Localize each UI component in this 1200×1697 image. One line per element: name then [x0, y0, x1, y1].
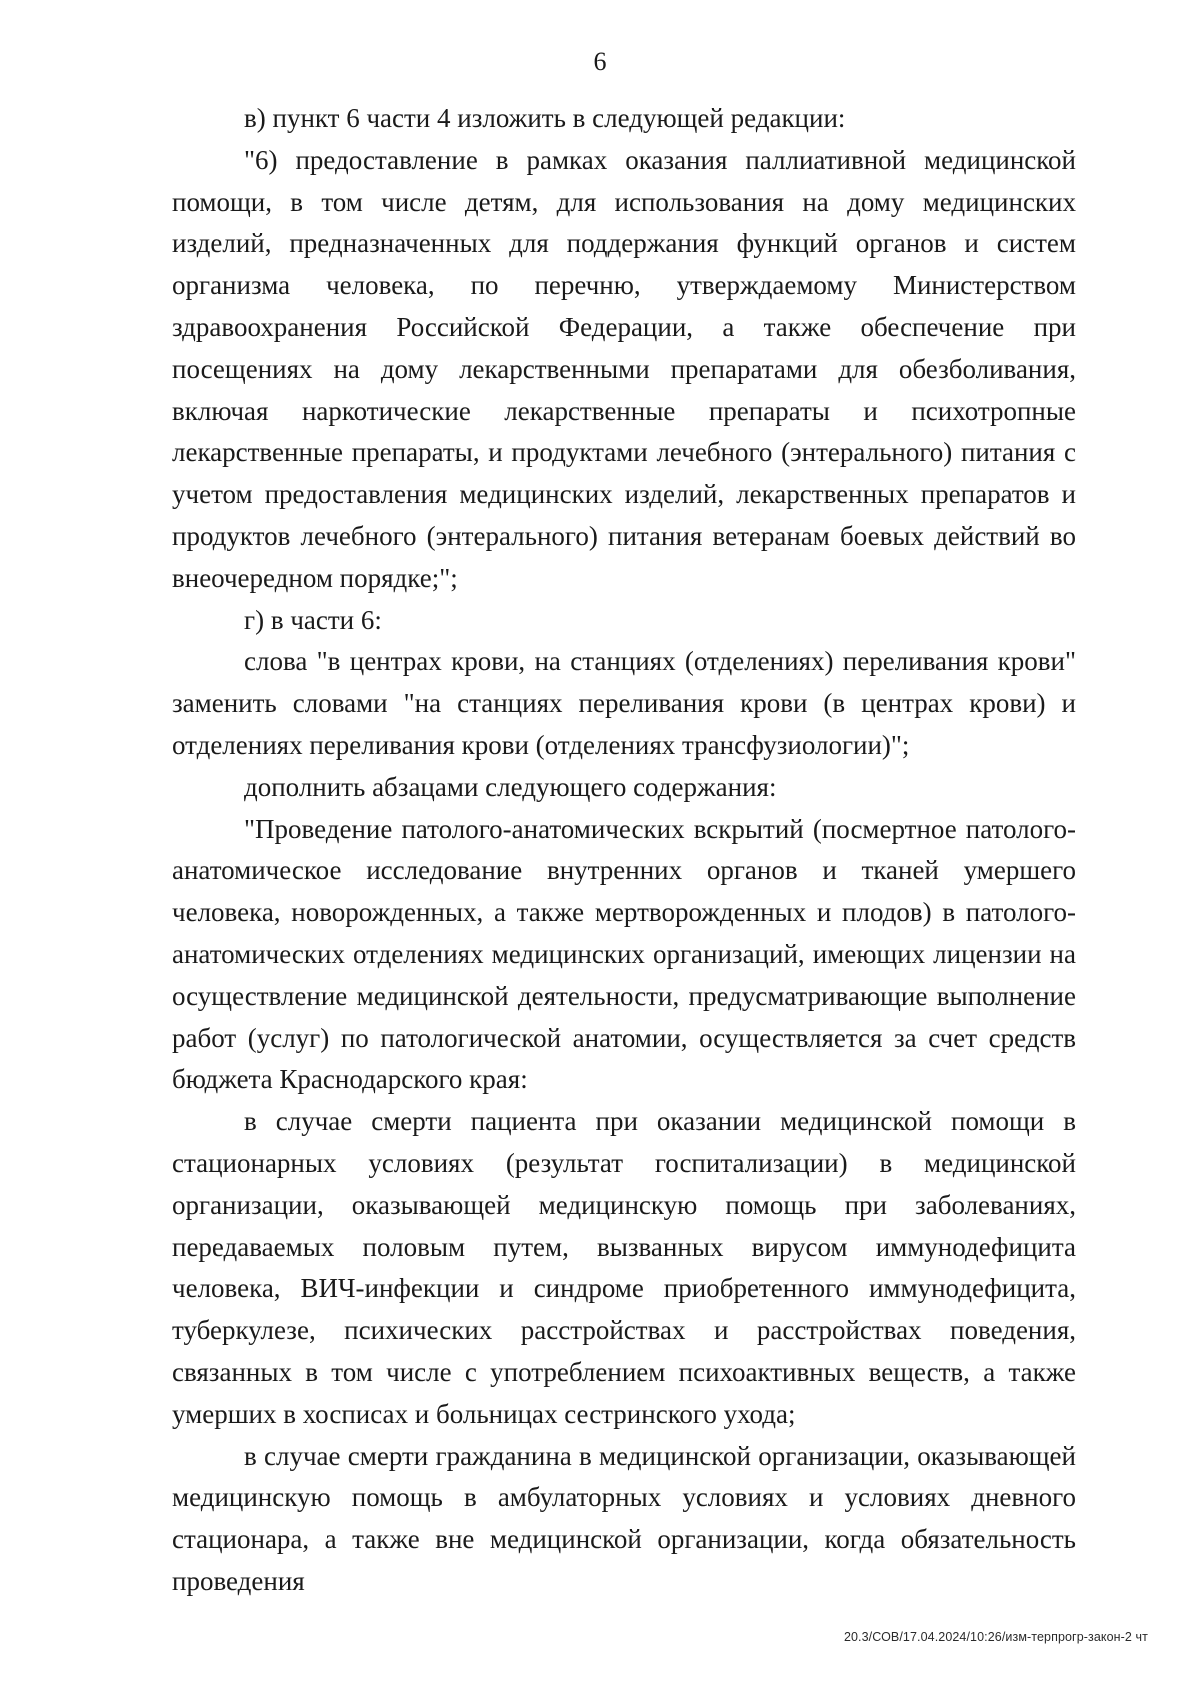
paragraph-blood-centers: слова "в центрах крови, на станциях (отделениях) переливания крови" заменить словами "на станциях переливания крови (в центрах крови) и отделениях переливания крови (отделениях трансфузиологии)";	[172, 646, 1076, 760]
paragraph-amendment-g: г) в части 6:	[244, 604, 382, 635]
paragraph-outpatient-death: в случае смерти гражданина в медицинской организации, оказывающей медицинскую помощь в амбулаторных условиях и условиях дневного стационара, а также вне медицинской организации, когда обязательность проведения	[172, 1440, 1076, 1596]
paragraph-autopsies: "Проведение патолого-анатомических вскрытий (посмертное патолого-анатомическое исследование внутренних органов и тканей умершего человека, новорожденных, а также мертворожденных и плодов) в патолого-анатомических отделениях медицинских организаций, имеющих лицензии на осуществление медицинской деятельности, предусматривающие выполнение работ (услуг) по патологической анатомии, осуществляется за счет средств бюджета Краснодарского края:	[172, 813, 1076, 1095]
paragraph-amendment-v: в) пункт 6 части 4 изложить в следующей редакции:	[244, 103, 846, 133]
paragraph-palliative-care: "6) предоставление в рамках оказания паллиативной медицинской помощи, в том числе детям, для использования на дому медицинских изделий, предназначенных для поддержания функций органов и систем организма человека, по перечню, утверждаемому Министерством здравоохранения Российской Федерации, а также обеспечение при посещениях на дому лекарственными препаратами для обезболивания, включая наркотические лекарственные препараты и психотропные лекарственные препараты, и продуктами лечебного (энтерального) питания с учетом предоставления медицинских изделий, лекарственных препаратов и продуктов лечебного (энтерального) питания ветеранам боевых действий во внеочередном порядке;";	[172, 144, 1076, 593]
page-number: 6	[593, 47, 607, 76]
document-reference-footer: 20.3/СОВ/17.04.2024/10:26/изм-терпрогр-закон-2 чт	[843, 1630, 1148, 1644]
paragraph-inpatient-death: в случае смерти пациента при оказании медицинской помощи в стационарных условиях (результат госпитализации) в медицинской организации, оказывающей медицинскую помощь при заболеваниях, передаваемых половым путем, вызванных вирусом иммунодефицита человека, ВИЧ-инфекции и синдроме приобретенного иммунодефицита, туберкулезе, психических расстройствах и расстройствах поведения, связанных в том числе с употреблением психоактивных веществ, а также умерших в хосписах и больницах сестринского ухода;	[172, 1106, 1076, 1429]
document-body	[172, 98, 1076, 1603]
paragraph-add-abstracts: дополнить абзацами следующего содержания:	[244, 771, 777, 802]
